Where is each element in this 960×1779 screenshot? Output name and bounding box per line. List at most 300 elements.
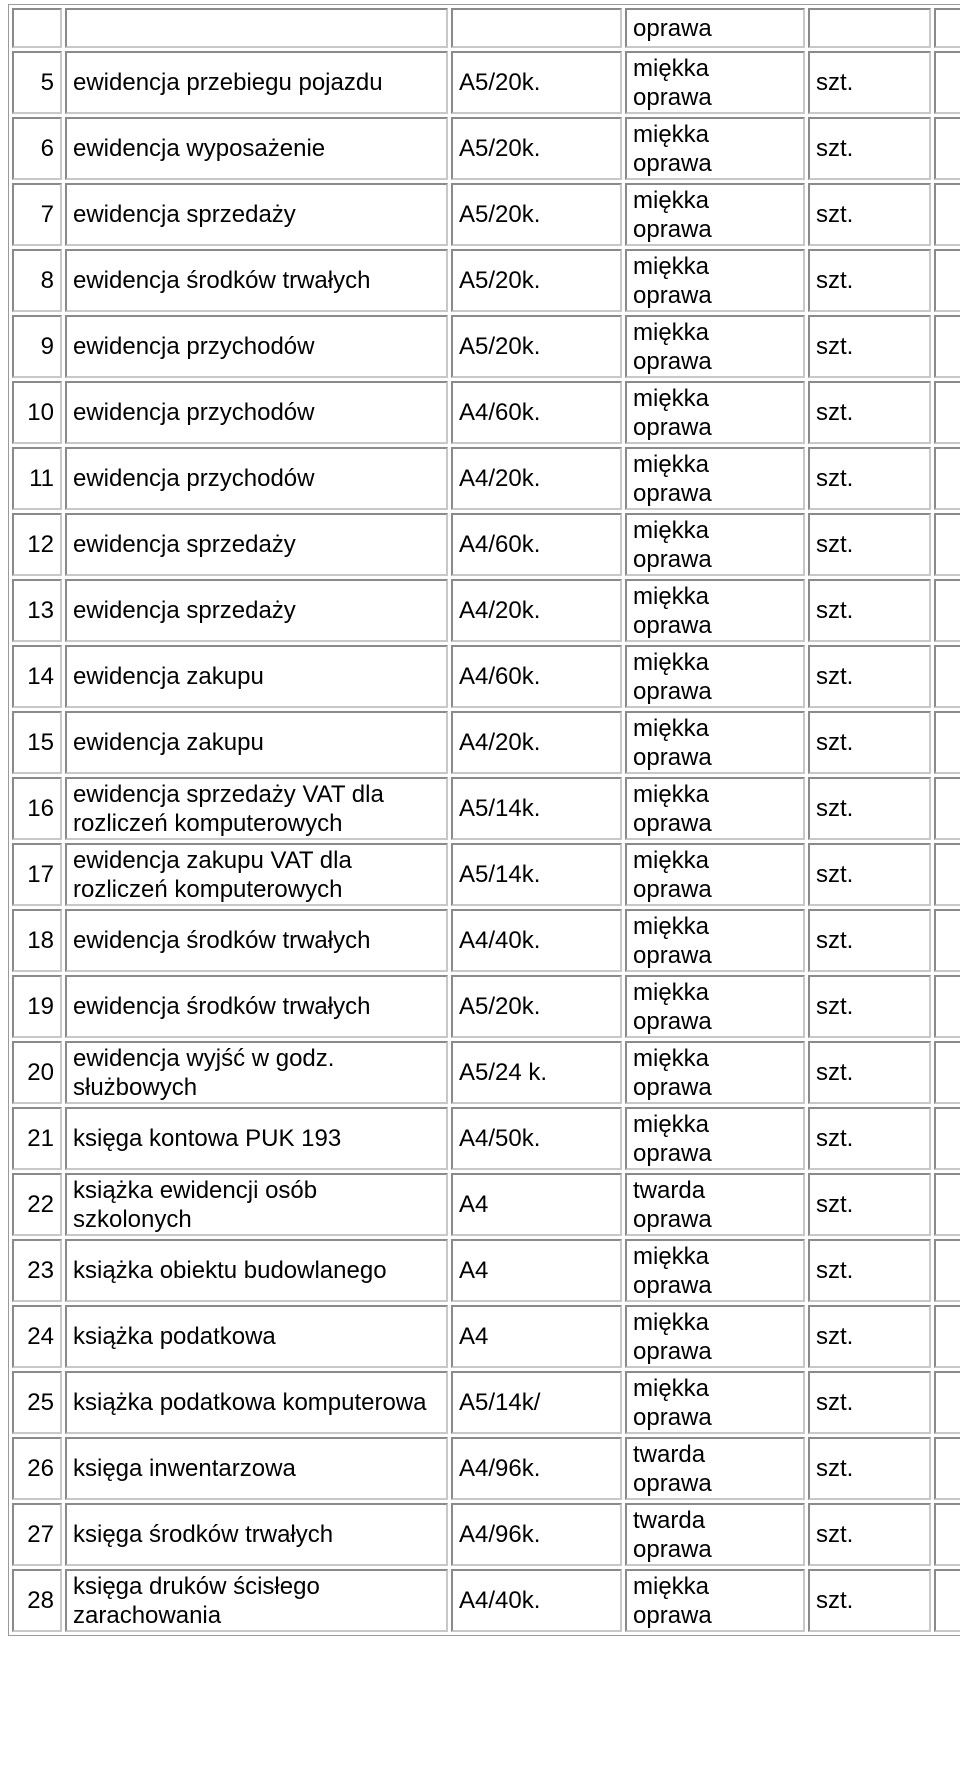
binding-type: miękka <box>633 1110 710 1138</box>
cell-format <box>451 711 622 774</box>
cell-format <box>451 579 622 642</box>
cell-name <box>65 1503 448 1566</box>
binding-label: oprawa <box>633 743 712 771</box>
cell-extra <box>934 909 960 972</box>
item-name: księga kontowa PUK 193 <box>73 1125 342 1152</box>
cell-unit <box>808 1173 931 1236</box>
cell-number <box>12 381 62 444</box>
binding-label: oprawa <box>633 14 712 42</box>
binding-label: oprawa <box>633 1073 712 1101</box>
cell-binding <box>625 1107 805 1170</box>
cell-number <box>12 1041 62 1104</box>
cell-unit <box>808 1371 931 1434</box>
binding-type: miękka <box>633 120 710 148</box>
row-number: 5 <box>40 69 54 96</box>
row-number: 9 <box>40 333 54 360</box>
cell-extra <box>934 1107 960 1170</box>
item-format: A5/20k. <box>459 69 541 96</box>
cell-format <box>451 447 622 510</box>
cell-number <box>12 513 62 576</box>
cell-extra <box>934 249 960 312</box>
cell-number <box>12 843 62 906</box>
item-name: książka obiektu budowlanego <box>73 1257 387 1284</box>
binding-type: miękka <box>633 450 710 478</box>
binding-label: oprawa <box>633 545 712 573</box>
row-number: 26 <box>27 1455 54 1482</box>
row-number: 24 <box>27 1323 54 1350</box>
cell-extra <box>934 183 960 246</box>
table-row <box>12 1107 960 1170</box>
item-name: ewidencja przychodów <box>73 399 315 426</box>
row-number: 19 <box>27 993 54 1020</box>
cell-unit <box>808 447 931 510</box>
cell-binding <box>625 1437 805 1500</box>
cell-binding <box>625 513 805 576</box>
item-name: książka ewidencji osób szkolonych <box>73 1176 318 1233</box>
table-row <box>12 1239 960 1302</box>
binding-type: miękka <box>633 714 710 742</box>
binding-type: miękka <box>633 912 710 940</box>
item-name: ewidencja wyposażenie <box>73 135 326 162</box>
cell-binding <box>625 711 805 774</box>
cell-name <box>65 777 448 840</box>
binding-label: oprawa <box>633 875 712 903</box>
cell-name <box>65 1107 448 1170</box>
cell-unit <box>808 579 931 642</box>
cell-unit <box>808 1239 931 1302</box>
cell-number <box>12 645 62 708</box>
cell-binding <box>625 909 805 972</box>
item-unit: szt. <box>816 861 854 888</box>
item-unit: szt. <box>816 333 854 360</box>
item-unit: szt. <box>816 1389 854 1416</box>
item-name: ewidencja sprzedaży VAT dla rozliczeń komputerowych <box>73 780 384 837</box>
cell-binding <box>625 51 805 114</box>
binding-type: miękka <box>633 1374 710 1402</box>
binding-label: oprawa <box>633 1205 712 1233</box>
binding-label: oprawa <box>633 215 712 243</box>
cell-number <box>12 975 62 1038</box>
binding-label: oprawa <box>633 809 712 837</box>
row-number: 14 <box>27 663 54 690</box>
item-unit: szt. <box>816 531 854 558</box>
cell-format <box>451 249 622 312</box>
binding-type: miękka <box>633 1308 710 1336</box>
table-row <box>12 1041 960 1104</box>
cell-name <box>65 381 448 444</box>
cell-extra <box>934 117 960 180</box>
binding-label: oprawa <box>633 281 712 309</box>
item-unit: szt. <box>816 399 854 426</box>
row-number: 16 <box>27 795 54 822</box>
binding-type: miękka <box>633 978 710 1006</box>
item-name: ewidencja środków trwałych <box>73 927 371 954</box>
cell-unit <box>808 645 931 708</box>
cell-unit <box>808 711 931 774</box>
cell-format <box>451 315 622 378</box>
cell-name <box>65 1569 448 1632</box>
binding-label: oprawa <box>633 1337 712 1365</box>
row-number: 23 <box>27 1257 54 1284</box>
cell-number <box>12 711 62 774</box>
item-format: A5/14k/ <box>459 1389 541 1416</box>
table-row <box>12 579 960 642</box>
binding-label: oprawa <box>633 677 712 705</box>
item-unit: szt. <box>816 1455 854 1482</box>
item-name: księga środków trwałych <box>73 1521 334 1548</box>
cell-name <box>65 1437 448 1500</box>
cell-name <box>65 51 448 114</box>
cell-unit <box>808 909 931 972</box>
item-unit: szt. <box>816 795 854 822</box>
binding-type: miękka <box>633 384 710 412</box>
table-row <box>12 51 960 114</box>
row-number: 15 <box>27 729 54 756</box>
binding-label: oprawa <box>633 479 712 507</box>
cell-format <box>451 909 622 972</box>
cell-binding <box>625 1041 805 1104</box>
binding-label: oprawa <box>633 83 712 111</box>
item-name: ewidencja sprzedaży <box>73 531 296 558</box>
cell-number <box>12 1437 62 1500</box>
cell-name <box>65 843 448 906</box>
cell-format <box>451 1041 622 1104</box>
cell-format <box>451 51 622 114</box>
item-name: ewidencja środków trwałych <box>73 993 371 1020</box>
cell-binding <box>625 183 805 246</box>
cell-extra <box>934 1173 960 1236</box>
cell-unit <box>808 1503 931 1566</box>
item-unit: szt. <box>816 1521 854 1548</box>
cell-number <box>12 117 62 180</box>
item-format: A5/20k. <box>459 201 541 228</box>
cell-number <box>12 1305 62 1368</box>
item-unit: szt. <box>816 1125 854 1152</box>
item-format: A4 <box>459 1323 489 1350</box>
cell-extra <box>934 1437 960 1500</box>
cell-number <box>12 183 62 246</box>
cell-unit <box>808 1305 931 1368</box>
cell-number <box>12 777 62 840</box>
cell-format <box>451 381 622 444</box>
cell-number <box>12 51 62 114</box>
table-row <box>12 249 960 312</box>
row-number: 25 <box>27 1389 54 1416</box>
cell-name <box>65 447 448 510</box>
cell-binding <box>625 315 805 378</box>
table-row <box>12 1569 960 1632</box>
cell-extra <box>934 711 960 774</box>
cell-extra <box>934 1305 960 1368</box>
cell-unit <box>808 843 931 906</box>
cell-name <box>65 249 448 312</box>
cell-number <box>12 579 62 642</box>
cell-binding <box>625 579 805 642</box>
item-name: ewidencja zakupu <box>73 663 264 690</box>
cell-unit <box>808 777 931 840</box>
table-row <box>12 117 960 180</box>
cell-unit <box>808 1569 931 1632</box>
table-row <box>12 975 960 1038</box>
item-format: A4/20k. <box>459 597 541 624</box>
table-row <box>12 777 960 840</box>
item-format: A5/20k. <box>459 267 541 294</box>
row-number: 18 <box>27 927 54 954</box>
cell-unit <box>808 183 931 246</box>
cell-extra <box>934 315 960 378</box>
cell-extra <box>934 843 960 906</box>
row-number: 8 <box>40 267 54 294</box>
cell-binding <box>625 843 805 906</box>
cell-name <box>65 1173 448 1236</box>
cell-number <box>12 1173 62 1236</box>
binding-type: miękka <box>633 186 710 214</box>
cell-number <box>12 8 62 48</box>
item-unit: szt. <box>816 1191 854 1218</box>
table-row <box>12 1503 960 1566</box>
row-number: 12 <box>27 531 54 558</box>
cell-format <box>451 183 622 246</box>
row-number: 11 <box>29 465 54 492</box>
binding-label: oprawa <box>633 1139 712 1167</box>
item-name: ewidencja zakupu <box>73 729 264 756</box>
table-row-continued <box>12 8 960 48</box>
item-unit: szt. <box>816 1587 854 1614</box>
table-row <box>12 1305 960 1368</box>
cell-format <box>451 513 622 576</box>
cell-unit <box>808 1041 931 1104</box>
cell-format <box>451 1503 622 1566</box>
table-row <box>12 381 960 444</box>
cell-format <box>451 1173 622 1236</box>
binding-label: oprawa <box>633 413 712 441</box>
cell-number <box>12 1371 62 1434</box>
item-name: ewidencja przychodów <box>73 333 315 360</box>
cell-format <box>451 975 622 1038</box>
cell-binding <box>625 1371 805 1434</box>
binding-label: oprawa <box>633 1271 712 1299</box>
item-format: A5/14k. <box>459 795 541 822</box>
cell-binding <box>625 777 805 840</box>
cell-binding <box>625 1503 805 1566</box>
cell-name <box>65 315 448 378</box>
document-page <box>8 4 958 1636</box>
cell-format <box>451 117 622 180</box>
item-format: A4/60k. <box>459 663 541 690</box>
item-name: ewidencja sprzedaży <box>73 597 296 624</box>
binding-type: miękka <box>633 318 710 346</box>
binding-label: oprawa <box>633 1535 712 1563</box>
cell-number <box>12 249 62 312</box>
cell-binding <box>625 1569 805 1632</box>
item-unit: szt. <box>816 201 854 228</box>
item-format: A5/24 k. <box>459 1059 548 1086</box>
row-number: 13 <box>27 597 54 624</box>
cell-unit <box>808 1107 931 1170</box>
binding-type: miękka <box>633 1044 710 1072</box>
cell-unit <box>808 8 931 48</box>
item-format: A4/20k. <box>459 465 541 492</box>
cell-extra <box>934 975 960 1038</box>
item-name: ewidencja przebiegu pojazdu <box>73 69 383 96</box>
cell-binding <box>625 1173 805 1236</box>
item-unit: szt. <box>816 465 854 492</box>
cell-unit <box>808 315 931 378</box>
cell-format <box>451 645 622 708</box>
table-row <box>12 909 960 972</box>
binding-type: miękka <box>633 516 710 544</box>
item-format: A4/40k. <box>459 1587 541 1614</box>
cell-extra <box>934 579 960 642</box>
table-row <box>12 513 960 576</box>
binding-label: oprawa <box>633 347 712 375</box>
cell-number <box>12 909 62 972</box>
cell-name <box>65 1239 448 1302</box>
row-number: 28 <box>27 1587 54 1614</box>
item-name: ewidencja wyjść w godz. służbowych <box>73 1044 335 1101</box>
cell-name <box>65 711 448 774</box>
binding-type: twarda <box>633 1506 706 1534</box>
table-row <box>12 447 960 510</box>
row-number: 22 <box>27 1191 54 1218</box>
binding-type: miękka <box>633 252 710 280</box>
item-format: A4 <box>459 1257 489 1284</box>
cell-binding <box>625 447 805 510</box>
cell-name <box>65 975 448 1038</box>
cell-unit <box>808 381 931 444</box>
binding-type: miękka <box>633 648 710 676</box>
binding-type: miękka <box>633 1572 710 1600</box>
item-format: A4/96k. <box>459 1455 541 1482</box>
item-unit: szt. <box>816 729 854 756</box>
cell-unit <box>808 249 931 312</box>
binding-label: oprawa <box>633 611 712 639</box>
forms-table <box>8 4 960 1636</box>
cell-name <box>65 909 448 972</box>
row-number: 21 <box>27 1125 54 1152</box>
cell-binding <box>625 1239 805 1302</box>
item-unit: szt. <box>816 69 854 96</box>
cell-unit <box>808 117 931 180</box>
table-row <box>12 711 960 774</box>
item-format: A5/20k. <box>459 135 541 162</box>
table-row <box>12 843 960 906</box>
item-unit: szt. <box>816 663 854 690</box>
forms-table-body <box>12 8 960 1632</box>
cell-format <box>451 1305 622 1368</box>
binding-type: miękka <box>633 54 710 82</box>
cell-unit <box>808 1437 931 1500</box>
item-unit: szt. <box>816 993 854 1020</box>
cell-name <box>65 579 448 642</box>
cell-extra <box>934 645 960 708</box>
cell-name <box>65 183 448 246</box>
cell-extra <box>934 8 960 48</box>
cell-binding <box>625 645 805 708</box>
table-row <box>12 315 960 378</box>
item-format: A4/96k. <box>459 1521 541 1548</box>
cell-unit <box>808 513 931 576</box>
binding-label: oprawa <box>633 1007 712 1035</box>
binding-type: miękka <box>633 846 710 874</box>
item-name: ewidencja sprzedaży <box>73 201 296 228</box>
cell-name <box>65 645 448 708</box>
row-number: 20 <box>27 1059 54 1086</box>
cell-name <box>65 8 448 48</box>
binding-label: oprawa <box>633 149 712 177</box>
row-number: 7 <box>40 201 54 228</box>
cell-number <box>12 1239 62 1302</box>
cell-number <box>12 1503 62 1566</box>
cell-format <box>451 1107 622 1170</box>
item-format: A4/60k. <box>459 399 541 426</box>
cell-extra <box>934 1371 960 1434</box>
cell-extra <box>934 1503 960 1566</box>
binding-type: twarda <box>633 1440 706 1468</box>
item-format: A4/50k. <box>459 1125 541 1152</box>
row-number: 10 <box>27 399 54 426</box>
table-row <box>12 645 960 708</box>
table-row <box>12 183 960 246</box>
cell-format <box>451 777 622 840</box>
item-name: książka podatkowa komputerowa <box>73 1389 427 1416</box>
item-unit: szt. <box>816 135 854 162</box>
item-name: książka podatkowa <box>73 1323 276 1350</box>
cell-extra <box>934 513 960 576</box>
cell-binding <box>625 249 805 312</box>
cell-format <box>451 843 622 906</box>
item-format: A4/60k. <box>459 531 541 558</box>
cell-name <box>65 1371 448 1434</box>
cell-binding <box>625 117 805 180</box>
cell-binding <box>625 8 805 48</box>
binding-type: twarda <box>633 1176 706 1204</box>
cell-format <box>451 1239 622 1302</box>
item-name: ewidencja zakupu VAT dla rozliczeń komputerowych <box>73 846 352 903</box>
item-format: A4 <box>459 1191 489 1218</box>
cell-number <box>12 1569 62 1632</box>
binding-type: miękka <box>633 1242 710 1270</box>
item-format: A5/20k. <box>459 333 541 360</box>
item-name: ewidencja przychodów <box>73 465 315 492</box>
item-name: księga inwentarzowa <box>73 1455 296 1482</box>
item-format: A4/40k. <box>459 927 541 954</box>
row-number: 27 <box>27 1521 54 1548</box>
item-unit: szt. <box>816 597 854 624</box>
cell-name <box>65 117 448 180</box>
cell-unit <box>808 975 931 1038</box>
cell-extra <box>934 1239 960 1302</box>
binding-label: oprawa <box>633 941 712 969</box>
row-number: 6 <box>40 135 54 162</box>
item-format: A5/20k. <box>459 993 541 1020</box>
cell-unit <box>808 51 931 114</box>
table-row <box>12 1437 960 1500</box>
binding-label: oprawa <box>633 1403 712 1431</box>
binding-type: miękka <box>633 582 710 610</box>
cell-format <box>451 8 622 48</box>
cell-binding <box>625 1305 805 1368</box>
cell-extra <box>934 447 960 510</box>
cell-number <box>12 1107 62 1170</box>
cell-extra <box>934 1569 960 1632</box>
item-unit: szt. <box>816 267 854 294</box>
cell-format <box>451 1569 622 1632</box>
cell-name <box>65 513 448 576</box>
table-row <box>12 1173 960 1236</box>
cell-extra <box>934 381 960 444</box>
binding-type: miękka <box>633 780 710 808</box>
